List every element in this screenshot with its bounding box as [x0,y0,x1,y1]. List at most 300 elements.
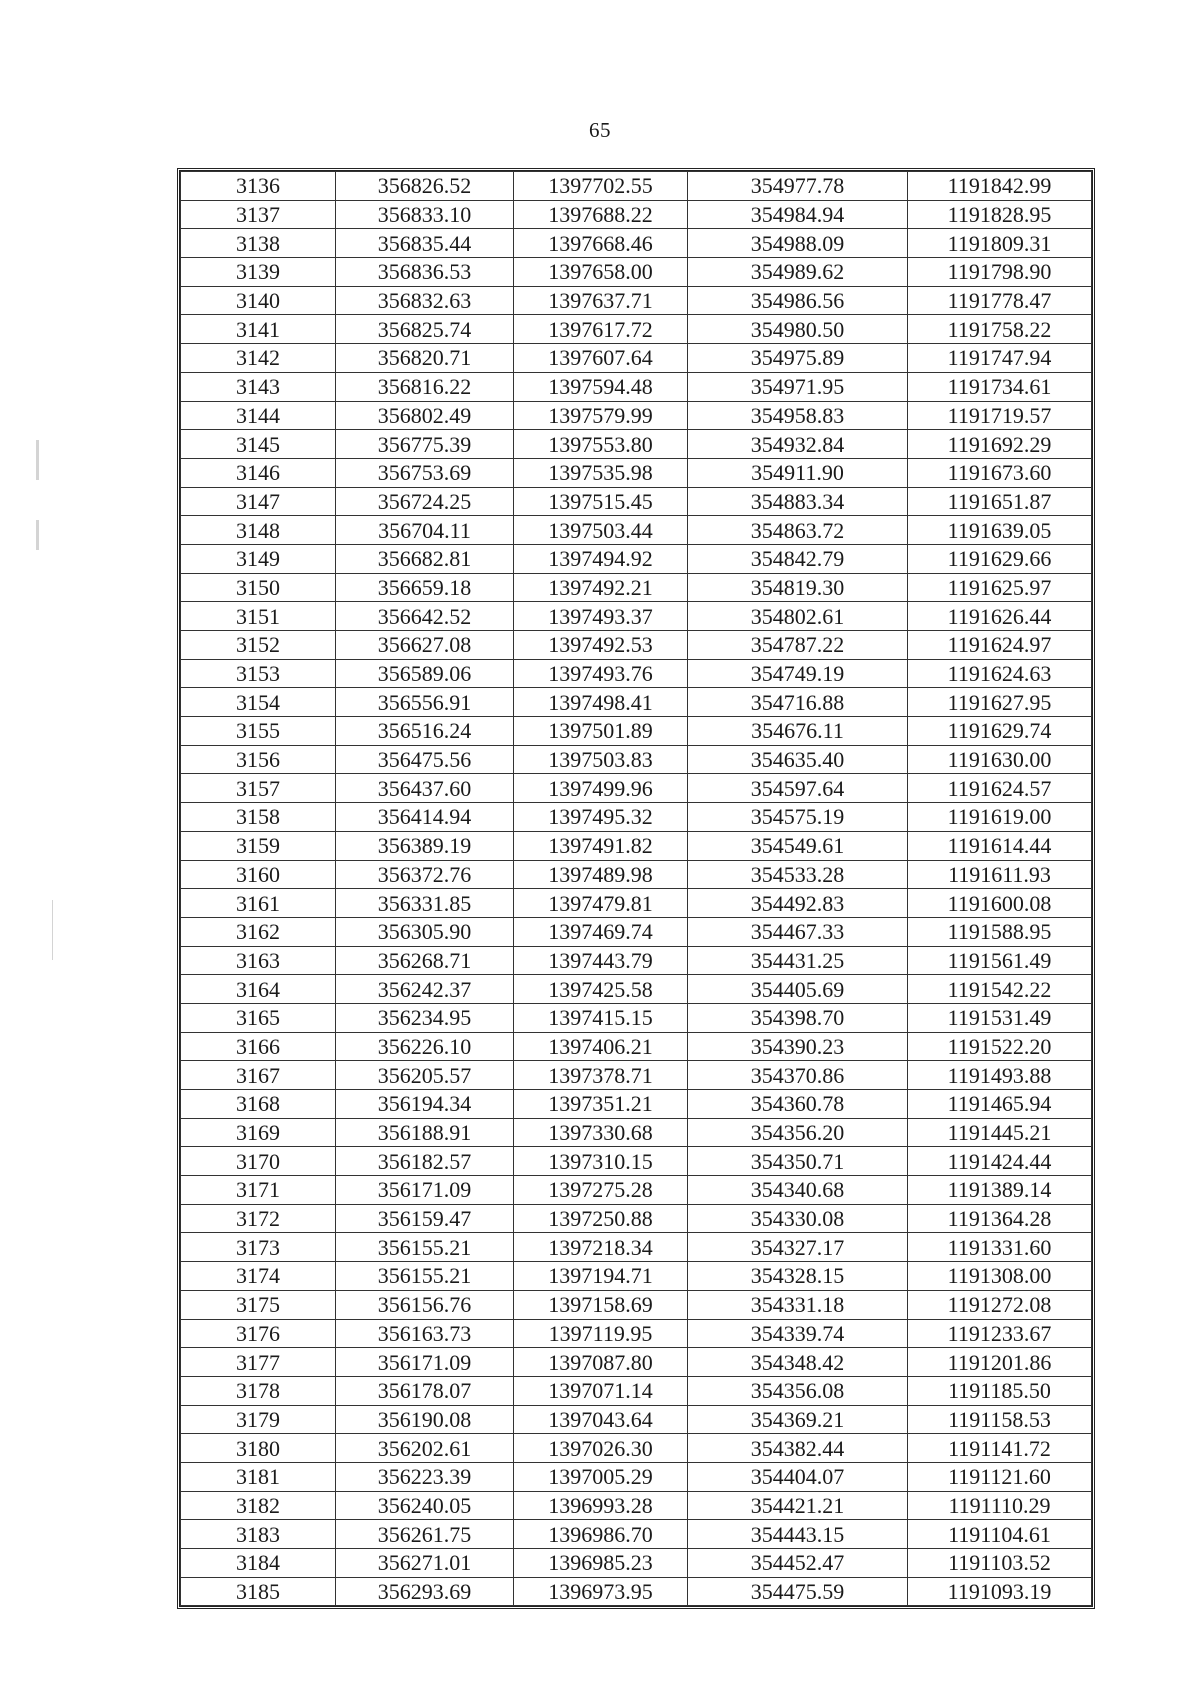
coordinate-cell: 356242.37 [336,975,514,1004]
coordinate-cell: 1191798.90 [908,258,1092,287]
coordinate-cell: 354443.15 [688,1520,908,1549]
coordinate-cell: 356753.69 [336,458,514,487]
table-row [181,831,1092,860]
table-row [181,315,1092,344]
table-row [181,1032,1092,1061]
coordinate-cell: 354452.47 [688,1549,908,1578]
coordinate-cell: 1397494.92 [514,544,688,573]
coordinate-cell: 354533.28 [688,860,908,889]
coordinate-cell: 354932.84 [688,430,908,459]
point-number-cell: 3171 [181,1176,336,1205]
coordinate-cell: 356437.60 [336,774,514,803]
table-row [181,1061,1092,1090]
point-number-cell: 3182 [181,1491,336,1520]
coordinate-cell: 354340.68 [688,1176,908,1205]
table-row [181,1233,1092,1262]
coordinate-cell: 1191758.22 [908,315,1092,344]
coordinate-cell: 356223.39 [336,1462,514,1491]
coordinate-cell: 1397406.21 [514,1032,688,1061]
coordinates-table [180,171,1092,1606]
coordinate-cell: 1397071.14 [514,1376,688,1405]
coordinate-cell: 356194.34 [336,1090,514,1119]
coordinate-cell: 356556.91 [336,688,514,717]
coordinate-cell: 356188.91 [336,1118,514,1147]
coordinate-cell: 1191747.94 [908,344,1092,373]
table-row [181,1090,1092,1119]
coordinate-cell: 356268.71 [336,946,514,975]
table-row [181,258,1092,287]
coordinate-cell: 1397479.81 [514,889,688,918]
coordinate-cell: 356271.01 [336,1549,514,1578]
table-row [181,1491,1092,1520]
coordinate-cell: 354676.11 [688,717,908,746]
coordinate-cell: 356261.75 [336,1520,514,1549]
coordinate-cell: 1397492.21 [514,573,688,602]
coordinate-cell: 1397087.80 [514,1348,688,1377]
coordinate-cell: 1191424.44 [908,1147,1092,1176]
coordinate-cell: 354475.59 [688,1577,908,1606]
coordinate-cell: 1191185.50 [908,1376,1092,1405]
coordinate-cell: 356205.57 [336,1061,514,1090]
coordinates-table-frame [177,168,1095,1609]
coordinate-cell: 354975.89 [688,344,908,373]
coordinate-cell: 354597.64 [688,774,908,803]
table-row [181,745,1092,774]
coordinate-cell: 1191465.94 [908,1090,1092,1119]
coordinate-cell: 1191624.57 [908,774,1092,803]
coordinate-cell: 356659.18 [336,573,514,602]
table-row [181,1348,1092,1377]
coordinate-cell: 354988.09 [688,229,908,258]
coordinate-cell: 1397607.64 [514,344,688,373]
coordinate-cell: 1191308.00 [908,1262,1092,1291]
table-row [181,229,1092,258]
coordinate-cell: 1191110.29 [908,1491,1092,1520]
coordinate-cell: 1397330.68 [514,1118,688,1147]
coordinate-cell: 1397535.98 [514,458,688,487]
coordinate-cell: 356833.10 [336,200,514,229]
coordinate-cell: 1397594.48 [514,372,688,401]
table-row [181,688,1092,717]
coordinate-cell: 1191624.63 [908,659,1092,688]
coordinate-cell: 1191651.87 [908,487,1092,516]
point-number-cell: 3138 [181,229,336,258]
coordinate-cell: 354863.72 [688,516,908,545]
point-number-cell: 3153 [181,659,336,688]
point-number-cell: 3172 [181,1204,336,1233]
coordinate-cell: 1396986.70 [514,1520,688,1549]
coordinate-cell: 1397275.28 [514,1176,688,1205]
coordinate-cell: 354398.70 [688,1003,908,1032]
coordinate-cell: 1191141.72 [908,1434,1092,1463]
coordinate-cell: 354842.79 [688,544,908,573]
coordinate-cell: 1397310.15 [514,1147,688,1176]
point-number-cell: 3174 [181,1262,336,1291]
coordinate-cell: 1191719.57 [908,401,1092,430]
coordinate-cell: 1397702.55 [514,172,688,201]
coordinate-cell: 356240.05 [336,1491,514,1520]
coordinate-cell: 1397579.99 [514,401,688,430]
coordinate-cell: 1397503.44 [514,516,688,545]
point-number-cell: 3139 [181,258,336,287]
coordinates-table-body [181,172,1092,1606]
coordinate-cell: 1397499.96 [514,774,688,803]
coordinate-cell: 356178.07 [336,1376,514,1405]
coordinate-cell: 1397026.30 [514,1434,688,1463]
table-row [181,487,1092,516]
coordinate-cell: 356163.73 [336,1319,514,1348]
point-number-cell: 3157 [181,774,336,803]
coordinate-cell: 1191588.95 [908,917,1092,946]
coordinate-cell: 354356.08 [688,1376,908,1405]
coordinate-cell: 354382.44 [688,1434,908,1463]
coordinate-cell: 354339.74 [688,1319,908,1348]
coordinate-cell: 356155.21 [336,1262,514,1291]
coordinate-cell: 1191614.44 [908,831,1092,860]
coordinate-cell: 1191331.60 [908,1233,1092,1262]
coordinate-cell: 1191842.99 [908,172,1092,201]
coordinate-cell: 356820.71 [336,344,514,373]
coordinate-cell: 356159.47 [336,1204,514,1233]
coordinate-cell: 356293.69 [336,1577,514,1606]
coordinate-cell: 356642.52 [336,602,514,631]
table-row [181,200,1092,229]
point-number-cell: 3143 [181,372,336,401]
coordinate-cell: 1191692.29 [908,430,1092,459]
point-number-cell: 3183 [181,1520,336,1549]
point-number-cell: 3160 [181,860,336,889]
coordinate-cell: 356589.06 [336,659,514,688]
coordinate-cell: 354980.50 [688,315,908,344]
point-number-cell: 3178 [181,1376,336,1405]
coordinate-cell: 1397668.46 [514,229,688,258]
point-number-cell: 3167 [181,1061,336,1090]
coordinate-cell: 356155.21 [336,1233,514,1262]
coordinate-cell: 1191272.08 [908,1290,1092,1319]
coordinate-cell: 354330.08 [688,1204,908,1233]
coordinate-cell: 1191531.49 [908,1003,1092,1032]
coordinate-cell: 1397501.89 [514,717,688,746]
point-number-cell: 3173 [181,1233,336,1262]
coordinate-cell: 354404.07 [688,1462,908,1491]
point-number-cell: 3148 [181,516,336,545]
table-row [181,803,1092,832]
coordinate-cell: 1397617.72 [514,315,688,344]
coordinate-cell: 1191627.95 [908,688,1092,717]
point-number-cell: 3166 [181,1032,336,1061]
coordinate-cell: 1191809.31 [908,229,1092,258]
point-number-cell: 3185 [181,1577,336,1606]
coordinate-cell: 356475.56 [336,745,514,774]
coordinate-cell: 1191778.47 [908,286,1092,315]
coordinate-cell: 354360.78 [688,1090,908,1119]
coordinate-cell: 354986.56 [688,286,908,315]
point-number-cell: 3180 [181,1434,336,1463]
coordinate-cell: 1191734.61 [908,372,1092,401]
table-row [181,717,1092,746]
coordinate-cell: 356331.85 [336,889,514,918]
table-row [181,889,1092,918]
table-row [181,659,1092,688]
coordinate-cell: 1191626.44 [908,602,1092,631]
coordinate-cell: 1191103.52 [908,1549,1092,1578]
coordinate-cell: 1191364.28 [908,1204,1092,1233]
coordinate-cell: 1397493.37 [514,602,688,631]
table-row [181,544,1092,573]
table-row [181,573,1092,602]
coordinate-cell: 1397688.22 [514,200,688,229]
coordinate-cell: 1397503.83 [514,745,688,774]
coordinate-cell: 1191624.97 [908,631,1092,660]
coordinate-cell: 354369.21 [688,1405,908,1434]
point-number-cell: 3158 [181,803,336,832]
point-number-cell: 3179 [181,1405,336,1434]
point-number-cell: 3144 [181,401,336,430]
table-row [181,458,1092,487]
point-number-cell: 3154 [181,688,336,717]
coordinate-cell: 354749.19 [688,659,908,688]
table-row [181,1462,1092,1491]
coordinate-cell: 356202.61 [336,1434,514,1463]
coordinate-cell: 356835.44 [336,229,514,258]
coordinate-cell: 356234.95 [336,1003,514,1032]
coordinate-cell: 354635.40 [688,745,908,774]
coordinate-cell: 1396973.95 [514,1577,688,1606]
coordinate-cell: 1397658.00 [514,258,688,287]
coordinate-cell: 1191104.61 [908,1520,1092,1549]
table-row [181,602,1092,631]
page-number: 65 [589,118,611,142]
table-row [181,1204,1092,1233]
coordinate-cell: 1397378.71 [514,1061,688,1090]
coordinate-cell: 354575.19 [688,803,908,832]
scan-artifact-left-1 [36,440,39,480]
coordinate-cell: 356171.09 [336,1348,514,1377]
coordinate-cell: 1397415.15 [514,1003,688,1032]
table-row [181,1147,1092,1176]
coordinate-cell: 1397498.41 [514,688,688,717]
coordinate-cell: 356305.90 [336,917,514,946]
point-number-cell: 3176 [181,1319,336,1348]
coordinate-cell: 354787.22 [688,631,908,660]
coordinate-cell: 354370.86 [688,1061,908,1090]
coordinate-cell: 1397469.74 [514,917,688,946]
coordinate-cell: 354327.17 [688,1233,908,1262]
coordinate-cell: 356516.24 [336,717,514,746]
coordinate-cell: 1191522.20 [908,1032,1092,1061]
coordinate-cell: 354971.95 [688,372,908,401]
coordinate-cell: 354911.90 [688,458,908,487]
coordinate-cell: 356826.52 [336,172,514,201]
coordinate-cell: 354328.15 [688,1262,908,1291]
point-number-cell: 3136 [181,172,336,201]
coordinate-cell: 354431.25 [688,946,908,975]
coordinate-cell: 1397119.95 [514,1319,688,1348]
table-row [181,1549,1092,1578]
table-row [181,860,1092,889]
coordinate-cell: 354802.61 [688,602,908,631]
point-number-cell: 3184 [181,1549,336,1578]
table-row [181,372,1092,401]
coordinate-cell: 1397492.53 [514,631,688,660]
table-row [181,1176,1092,1205]
coordinate-cell: 356704.11 [336,516,514,545]
coordinate-cell: 356825.74 [336,315,514,344]
coordinate-cell: 1191828.95 [908,200,1092,229]
coordinate-cell: 1397489.98 [514,860,688,889]
coordinate-cell: 356226.10 [336,1032,514,1061]
table-row [181,917,1092,946]
coordinate-cell: 1191619.00 [908,803,1092,832]
coordinate-cell: 356414.94 [336,803,514,832]
coordinate-cell: 354331.18 [688,1290,908,1319]
coordinate-cell: 1191629.74 [908,717,1092,746]
coordinate-cell: 354390.23 [688,1032,908,1061]
point-number-cell: 3141 [181,315,336,344]
coordinate-cell: 1191600.08 [908,889,1092,918]
coordinate-cell: 356171.09 [336,1176,514,1205]
point-number-cell: 3149 [181,544,336,573]
point-number-cell: 3163 [181,946,336,975]
table-row [181,1376,1092,1405]
coordinate-cell: 354549.61 [688,831,908,860]
coordinate-cell: 356724.25 [336,487,514,516]
point-number-cell: 3170 [181,1147,336,1176]
coordinate-cell: 356156.76 [336,1290,514,1319]
coordinate-cell: 1397515.45 [514,487,688,516]
point-number-cell: 3164 [181,975,336,1004]
point-number-cell: 3165 [181,1003,336,1032]
coordinate-cell: 1191093.19 [908,1577,1092,1606]
coordinate-cell: 1191629.66 [908,544,1092,573]
coordinate-cell: 1397158.69 [514,1290,688,1319]
coordinate-cell: 354989.62 [688,258,908,287]
coordinate-cell: 356389.19 [336,831,514,860]
coordinate-cell: 1396993.28 [514,1491,688,1520]
coordinate-cell: 1397491.82 [514,831,688,860]
point-number-cell: 3159 [181,831,336,860]
point-number-cell: 3169 [181,1118,336,1147]
coordinate-cell: 1397250.88 [514,1204,688,1233]
coordinate-cell: 354348.42 [688,1348,908,1377]
table-row [181,975,1092,1004]
point-number-cell: 3146 [181,458,336,487]
coordinate-cell: 1191611.93 [908,860,1092,889]
table-row [181,401,1092,430]
coordinate-cell: 354819.30 [688,573,908,602]
coordinate-cell: 1191121.60 [908,1462,1092,1491]
table-row [181,516,1092,545]
coordinate-cell: 1191158.53 [908,1405,1092,1434]
point-number-cell: 3181 [181,1462,336,1491]
coordinate-cell: 354977.78 [688,172,908,201]
coordinate-cell: 356836.53 [336,258,514,287]
coordinate-cell: 1191493.88 [908,1061,1092,1090]
table-row [181,631,1092,660]
point-number-cell: 3175 [181,1290,336,1319]
coordinate-cell: 354467.33 [688,917,908,946]
coordinate-cell: 1191233.67 [908,1319,1092,1348]
coordinate-cell: 1396985.23 [514,1549,688,1578]
coordinate-cell: 354492.83 [688,889,908,918]
point-number-cell: 3168 [181,1090,336,1119]
coordinate-cell: 1191625.97 [908,573,1092,602]
coordinate-cell: 354350.71 [688,1147,908,1176]
table-row [181,172,1092,201]
coordinate-cell: 1397495.32 [514,803,688,832]
coordinate-cell: 1397194.71 [514,1262,688,1291]
coordinate-cell: 356775.39 [336,430,514,459]
scan-artifact-left-3 [52,900,53,960]
coordinate-cell: 356627.08 [336,631,514,660]
coordinate-cell: 1397005.29 [514,1462,688,1491]
coordinate-cell: 1191561.49 [908,946,1092,975]
coordinate-cell: 1191445.21 [908,1118,1092,1147]
table-row [181,1003,1092,1032]
coordinate-cell: 354421.21 [688,1491,908,1520]
point-number-cell: 3162 [181,917,336,946]
coordinate-cell: 1191389.14 [908,1176,1092,1205]
point-number-cell: 3151 [181,602,336,631]
table-row [181,1262,1092,1291]
coordinate-cell: 354356.20 [688,1118,908,1147]
table-row [181,344,1092,373]
coordinate-cell: 356816.22 [336,372,514,401]
point-number-cell: 3152 [181,631,336,660]
coordinate-cell: 356832.63 [336,286,514,315]
coordinate-cell: 1397553.80 [514,430,688,459]
table-row [181,1405,1092,1434]
coordinate-cell: 356802.49 [336,401,514,430]
table-row [181,1434,1092,1463]
coordinate-cell: 354883.34 [688,487,908,516]
table-row [181,1520,1092,1549]
point-number-cell: 3147 [181,487,336,516]
point-number-cell: 3145 [181,430,336,459]
coordinate-cell: 1397218.34 [514,1233,688,1262]
table-row [181,774,1092,803]
coordinate-cell: 354405.69 [688,975,908,1004]
coordinate-cell: 356182.57 [336,1147,514,1176]
point-number-cell: 3137 [181,200,336,229]
point-number-cell: 3140 [181,286,336,315]
coordinate-cell: 1397637.71 [514,286,688,315]
coordinate-cell: 1397351.21 [514,1090,688,1119]
point-number-cell: 3150 [181,573,336,602]
table-row [181,1290,1092,1319]
coordinate-cell: 354958.83 [688,401,908,430]
point-number-cell: 3142 [181,344,336,373]
point-number-cell: 3161 [181,889,336,918]
coordinate-cell: 354716.88 [688,688,908,717]
coordinate-cell: 1191630.00 [908,745,1092,774]
point-number-cell: 3177 [181,1348,336,1377]
table-row [181,946,1092,975]
coordinate-cell: 1191673.60 [908,458,1092,487]
coordinate-cell: 356682.81 [336,544,514,573]
table-row [181,1577,1092,1606]
point-number-cell: 3155 [181,717,336,746]
table-row [181,1319,1092,1348]
coordinate-cell: 356372.76 [336,860,514,889]
table-row [181,430,1092,459]
coordinate-cell: 354984.94 [688,200,908,229]
coordinate-cell: 1191639.05 [908,516,1092,545]
scan-artifact-left-2 [36,520,39,550]
coordinate-cell: 1397043.64 [514,1405,688,1434]
coordinate-cell: 1397443.79 [514,946,688,975]
coordinate-cell: 1397425.58 [514,975,688,1004]
